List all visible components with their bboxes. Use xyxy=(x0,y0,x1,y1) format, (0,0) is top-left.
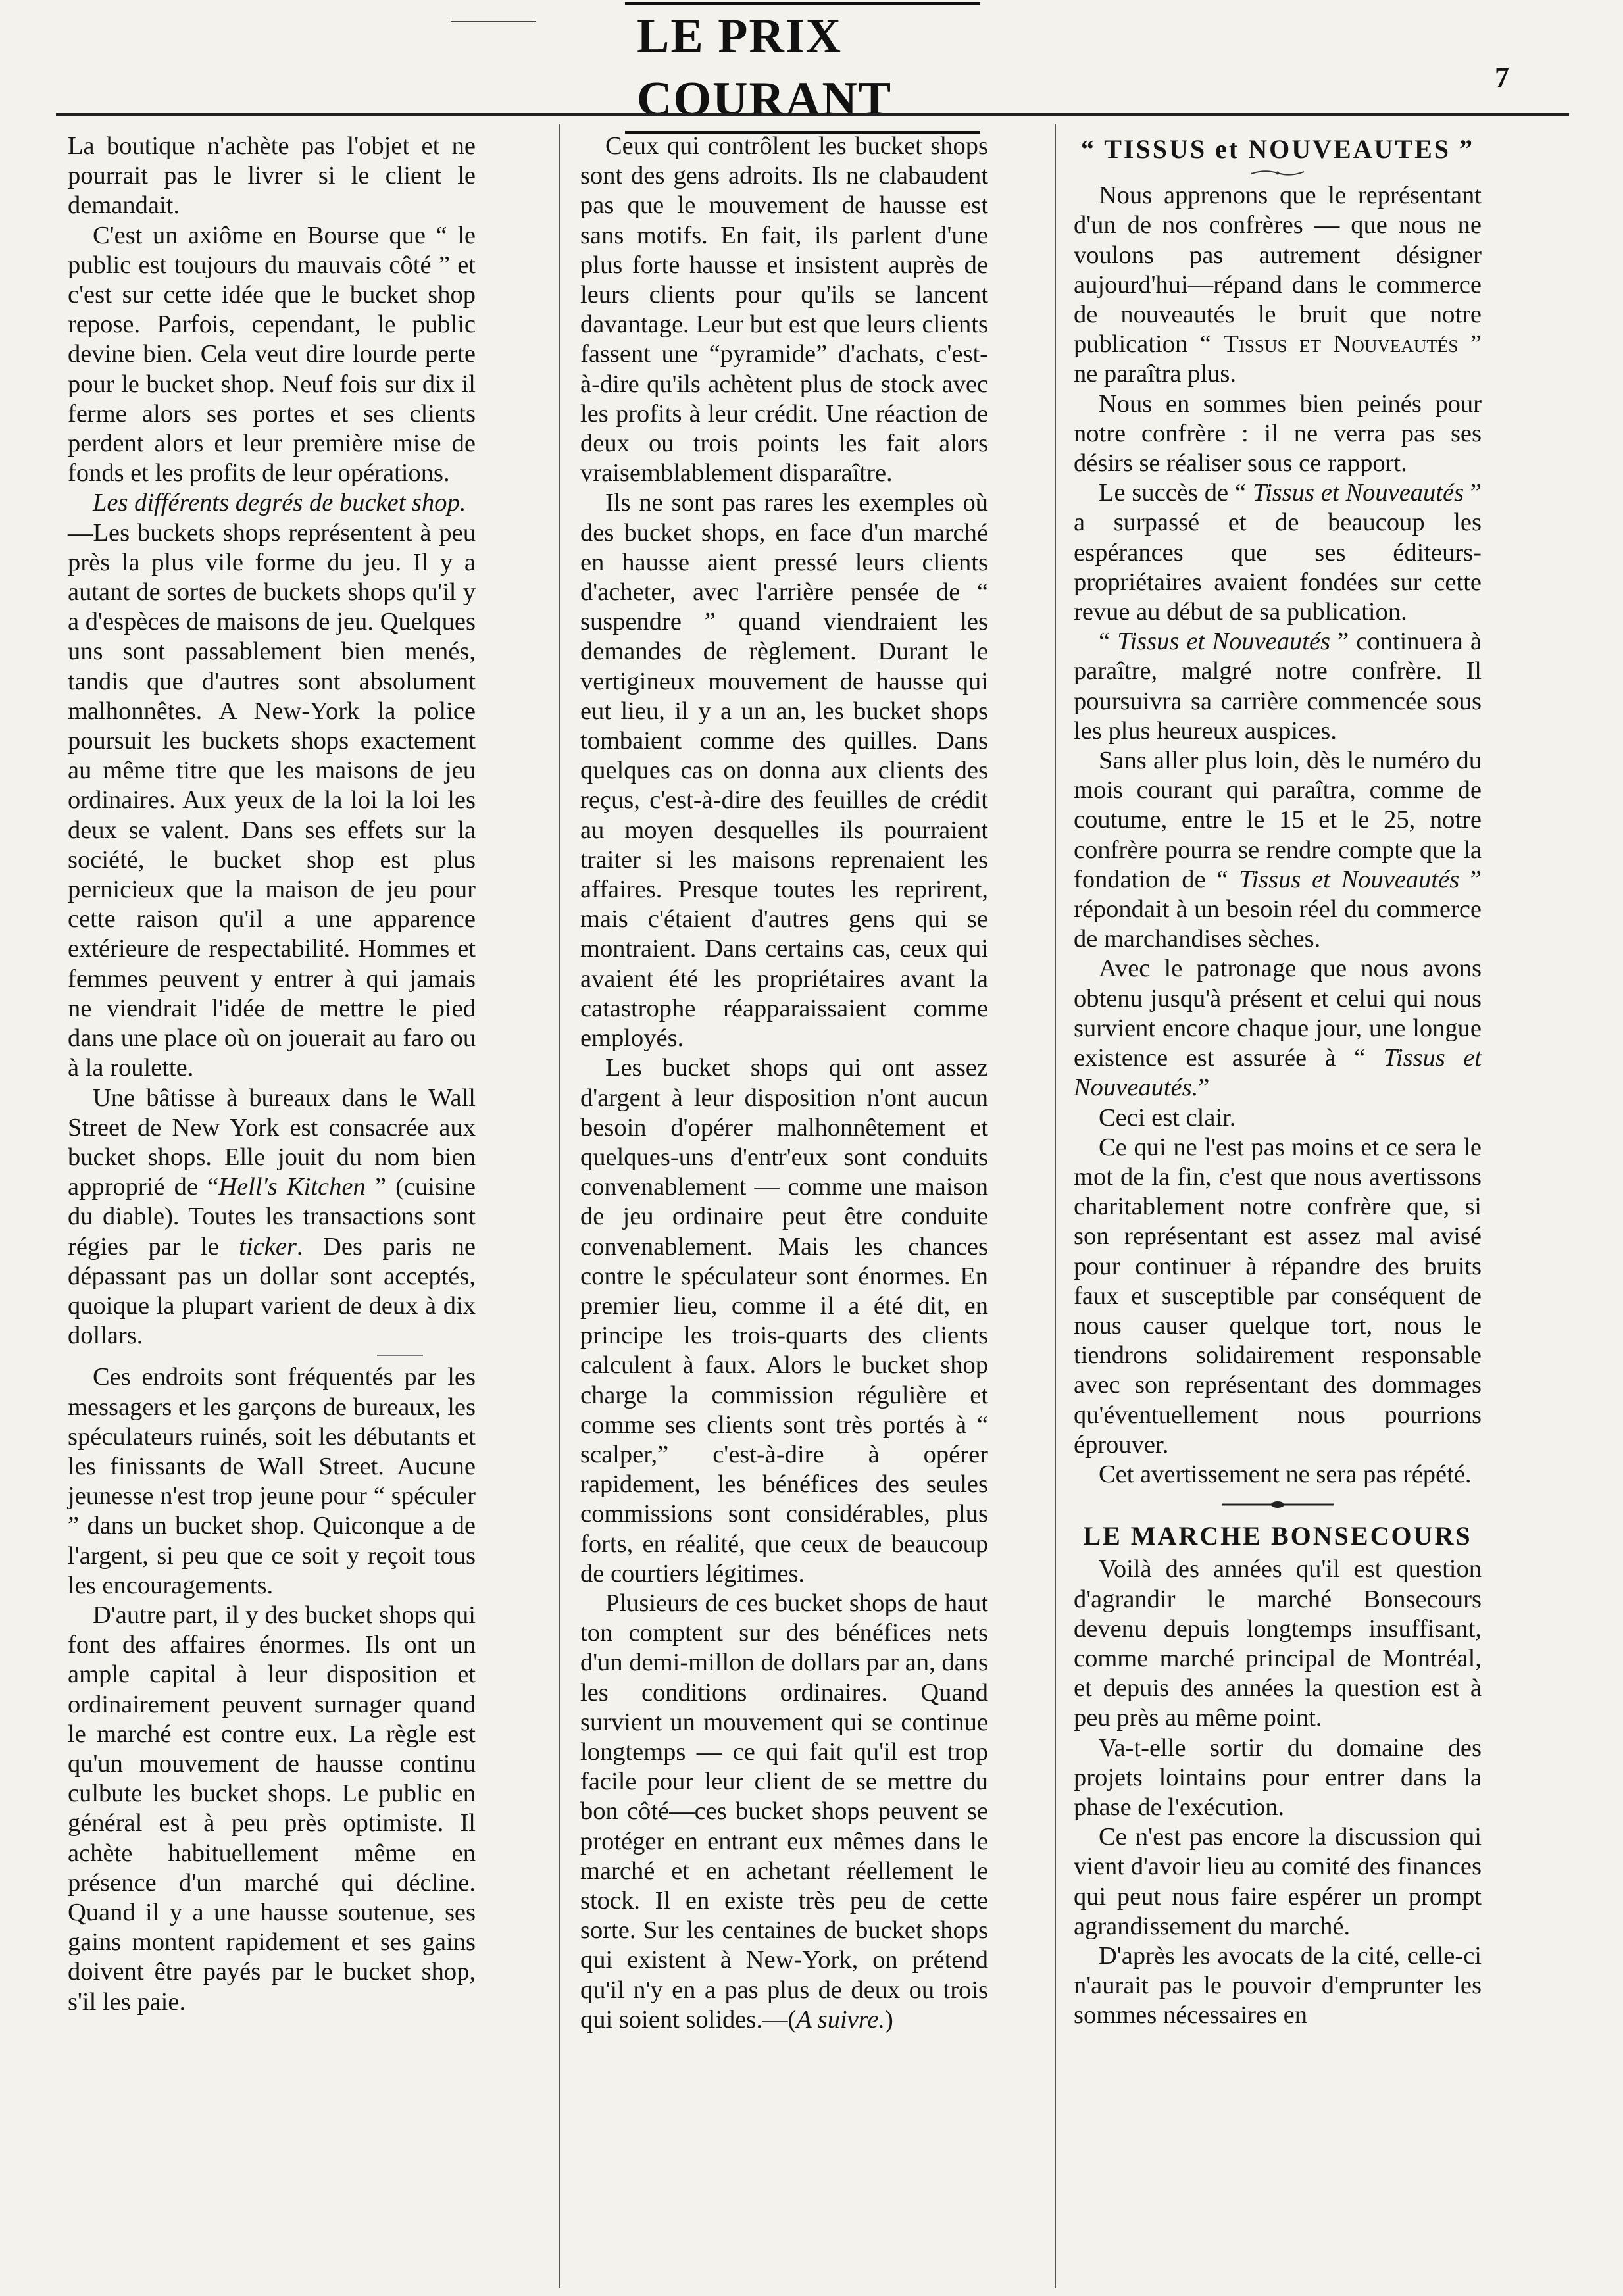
column-divider xyxy=(559,124,560,2288)
text-run: ” xyxy=(1198,1074,1210,1102)
page-number: 7 xyxy=(1495,61,1509,93)
text-run: ) xyxy=(885,2005,893,2034)
masthead xyxy=(625,9,980,126)
paragraph xyxy=(1074,954,1482,1103)
text-run: Plusieurs de ces bucket shops de haut ton comptent sur des bénéfices nets d'un demi-millon de dollars par an, dans les conditions ordinaires. Quand survient un mouvement qui se continue longtemps — ce qui fait qu'il est trop facile pour leur client de se mettre du bon côté—ces bucket shops peuvent se protéger en entrant eux mêmes dans le marché et en achetant réellement le stock. Il en existe très peu de cette sorte. Sur les centaines de bucket shops qui existent à New-York, on prétend qu'il n'y en a pas plus de deux ou trois qui soient solides.—( xyxy=(580,1589,988,2034)
paragraph: Ce n'est pas encore la discussion qui vient d'avoir lieu au comité des finances qui peut nous faire espérer un prompt agrandissement du marché. xyxy=(1074,1823,1482,1940)
text-run: ” continuera à paraître, malgré notre confrère. Il poursuivra sa carrière commencée sous les plus heureux auspices. xyxy=(1074,628,1482,745)
ornament-icon xyxy=(1248,168,1307,177)
text-run: Le succès de “ xyxy=(1099,479,1253,507)
text-run-italic: Tissus et Nouveautés. xyxy=(1074,1044,1482,1102)
article-heading: LE MARCHE BONSECOURS xyxy=(1083,1521,1472,1551)
paragraph: Ces endroits sont fréquentés par les messagers et les garçons de bureaux, les spéculateurs ruinés, soit les débutants et les finissants de Wall Street. Aucune jeunesse n'est trop jeune pour “ spéculer ” dans un bucket shop. Quiconque a de l'argent, si peu que ce soit y reçoit tous les encouragements. xyxy=(68,1363,476,1599)
text-run: ” répondait à un besoin réel du commerce de marchandises sèches. xyxy=(1074,865,1482,953)
column-1 xyxy=(68,132,476,2017)
text-run-italic: Tissus et Nouveautés xyxy=(1239,865,1460,893)
short-rule xyxy=(377,1355,423,1356)
text-run-smallcaps: Tissus et Nouveautés xyxy=(1223,330,1459,359)
paragraph: Ils ne sont pas rares les exemples où des bucket shops, en face d'un marché en hausse aient pressé leurs clients d'acheter, avec l'arrière pensée de “ suspendre ” quand viendraient les demandes de règlement. Durant le vertigineux mouvement de hausse qui eut lieu, il y a un an, les bucket shops tombaient comme des quilles. Dans quelques cas on donna aux clients des reçus, c'est-à-dire des feuilles de crédit au moyen desquelles ils pourraient traiter si les maisons reprenaient les affaires. Presque toutes les reprirent, mais c'étaient d'autres gens qui se montraient. Dans certains cas, ceux qui avaient été les propriétaires avant la catastrophe réapparaissaient comme employés. xyxy=(580,489,988,1053)
paragraph xyxy=(1074,746,1482,954)
text-run: Avec le patronage que nous avons obtenu jusqu'à présent et celui qui nous survient encore chaque jour, une longue existence est assurée à “ xyxy=(1074,955,1482,1072)
paragraph: Voilà des années qu'il est question d'agrandir le marché Bonsecours devenu depuis longtemps insuffisant, comme marché principal de Montréal, et depuis des années la question est à peu près au même point. xyxy=(1074,1555,1482,1732)
header-rule xyxy=(56,113,1569,116)
paragraph xyxy=(68,1084,476,1351)
paragraph xyxy=(1074,627,1482,746)
text-run-italic: Hell's Kitchen xyxy=(218,1173,366,1201)
text-run-italic: Tissus et Nouveautés xyxy=(1117,628,1331,656)
paragraph: C'est un axiôme en Bourse que “ le public est toujours du mauvais côté ” et c'est sur cette idée que le bucket shop repose. Parfois, cependant, le public devine bien. Cela veut dire lourde perte pour le bucket shop. Neuf fois sur dix il ferme alors ses portes et ses clients perdent alors et leur première mise de fonds et les profits de leur opérations. xyxy=(68,221,476,487)
paragraph: Cet avertissement ne sera pas répété. xyxy=(1099,1460,1472,1488)
separator-icon xyxy=(1222,1500,1334,1509)
masthead-logo: LE PRIX COURANT xyxy=(625,2,980,134)
text-run: “ xyxy=(1099,628,1118,656)
paragraph xyxy=(580,1589,988,2035)
text-run-italic: A suivre. xyxy=(796,2005,886,2034)
text-run: Une bâtisse à bureaux dans le Wall Street de New York est consacrée aux bucket shops. Elle jouit du nom bien approprié de “ xyxy=(68,1084,476,1201)
top-decoration xyxy=(451,20,536,22)
column-3 xyxy=(1074,132,1482,2031)
paragraph: Ceux qui contrôlent les bucket shops sont des gens adroits. Ils ne clabaudent pas que le mouvement de hausse est sans motifs. En fait, ils parlent d'une plus forte hausse et insistent auprès de leurs clients pour qu'ils se lancent davantage. Leur but est que leurs clients fassent une “pyramide” d'achats, c'est-à-dire qu'ils achètent plus de stock avec les profits à leur crédit. Une réaction de deux ou trois points les fait alors vraisemblablement disparaître. xyxy=(580,132,988,487)
text-run: Nous apprenons que le représentant d'un de nos confrères — que nous ne voulons pas autrement désigner aujourd'hui—répand dans le commerce de nouveautés le bruit que notre publication “ xyxy=(1074,182,1482,359)
column-2 xyxy=(580,132,988,2035)
paragraph xyxy=(68,488,476,518)
article-heading: “ TISSUS et NOUVEAUTES ” xyxy=(1080,134,1475,164)
paragraph: Les bucket shops qui ont assez d'argent à leur disposition n'ont aucun besoin d'opérer malhonnêtement et quelques-uns d'entr'eux sont conduits convenablement — comme une maison de jeu ordinaire peut être conduite convenablement. Mais les chances contre le spéculateur sont énormes. En premier lieu, comme il a été dit, en principe les trois-quarts des clients calculent à faux. Alors le bucket shop charge la commission régulière et comme ses clients sont très portés à “ scalper,” c'est-à-dire à opérer rapidement, les bénéfices des seules commissions sont considérables, plus forts, en réalité, que ceux de beaucoup de courtiers légitimes. xyxy=(580,1054,988,1587)
paragraph xyxy=(1074,478,1482,627)
text-run: ” a surpassé et de beaucoup les espérances que ses éditeurs-propriétaires avaient fondées sur cette revue au début de sa publication. xyxy=(1074,479,1482,626)
column-divider xyxy=(1055,124,1056,2288)
paragraph: Nous en sommes bien peinés pour notre confrère : il ne verra pas ses désirs se réaliser sous ce rapport. xyxy=(1074,389,1482,478)
paragraph: Ce qui ne l'est pas moins et ce sera le mot de la fin, c'est que nous avertissons charitablement notre confrère que, si son représentant est assez mal avisé pour continuer à répandre des bruits faux et susceptible par conséquent de nous causer quelque tort, nous le tiendrons solidairement responsable avec son représentant des dommages qu'éventuellement nous pourrions éprouver. xyxy=(1074,1133,1482,1459)
paragraph: Ceci est clair. xyxy=(1099,1103,1236,1132)
paragraph: D'après les avocats de la cité, celle-ci n'aurait pas le pouvoir d'emprunter les sommes nécessaires en xyxy=(1074,1941,1482,2030)
text-run: ” (cuisine du diable). Toutes les transactions sont régies par le xyxy=(68,1173,476,1260)
text-run: ” ne paraîtra plus. xyxy=(1074,330,1482,388)
paragraph: Va-t-elle sortir du domaine des projets lointains pour entrer dans la phase de l'exécution. xyxy=(1074,1734,1482,1821)
section-subheading: Les différents degrés de bucket shop. xyxy=(93,489,466,517)
paragraph xyxy=(1074,181,1482,389)
text-run-italic: Tissus et Nouveautés xyxy=(1252,479,1464,507)
paragraph: —Les buckets shops représentent à peu près la plus vile forme du jeu. Il y a autant de sortes de buckets shops qu'il y a d'espèces de maisons de jeu. Quelques uns sont passablement bien menés, tandis que d'autres sont absolument malhonnêtes. A New-York la police poursuit les buckets shops exactement au même titre que les maisons de jeu ordinaires. Aux yeux de la loi la loi les deux se valent. Dans ses effets sur la société, le bucket shop est plus pernicieux que la maison de jeu pour cette raison qu'il a une apparence extérieure de respectabilité. Hommes et femmes peuvent y entrer à qui jamais ne viendrait l'idée de mettre le pied dans une place où on jouerait au faro ou à la roulette. xyxy=(68,518,476,1082)
text-run: . Des paris ne dépassant pas un dollar sont acceptés, quoique la plupart varient de deux à dix dollars. xyxy=(68,1232,476,1350)
paragraph: D'autre part, il y des bucket shops qui font des affaires énormes. Ils ont un ample capital à leur disposition et ordinairement peuvent surnager quand le marché est contre eux. La règle est qu'un mouvement de hausse continu culbute les bucket shops. Le public en général est à peu près optimiste. Il achète habituellement même en présence d'un marché qui décline. Quand il y a une hausse soutenue, ses gains montent rapidement et ses gains doivent être payés par le bucket shop, s'il les paie. xyxy=(68,1601,476,2016)
text-run: Sans aller plus loin, dès le numéro du mois courant qui paraîtra, comme de coutume, entre le 15 et le 25, notre confrère pourra se rendre compte que la fondation de “ xyxy=(1074,747,1482,893)
paragraph: La boutique n'achète pas l'objet et ne pourrait pas le livrer si le client le demandait. xyxy=(68,132,476,220)
text-run-italic: ticker xyxy=(239,1232,297,1260)
